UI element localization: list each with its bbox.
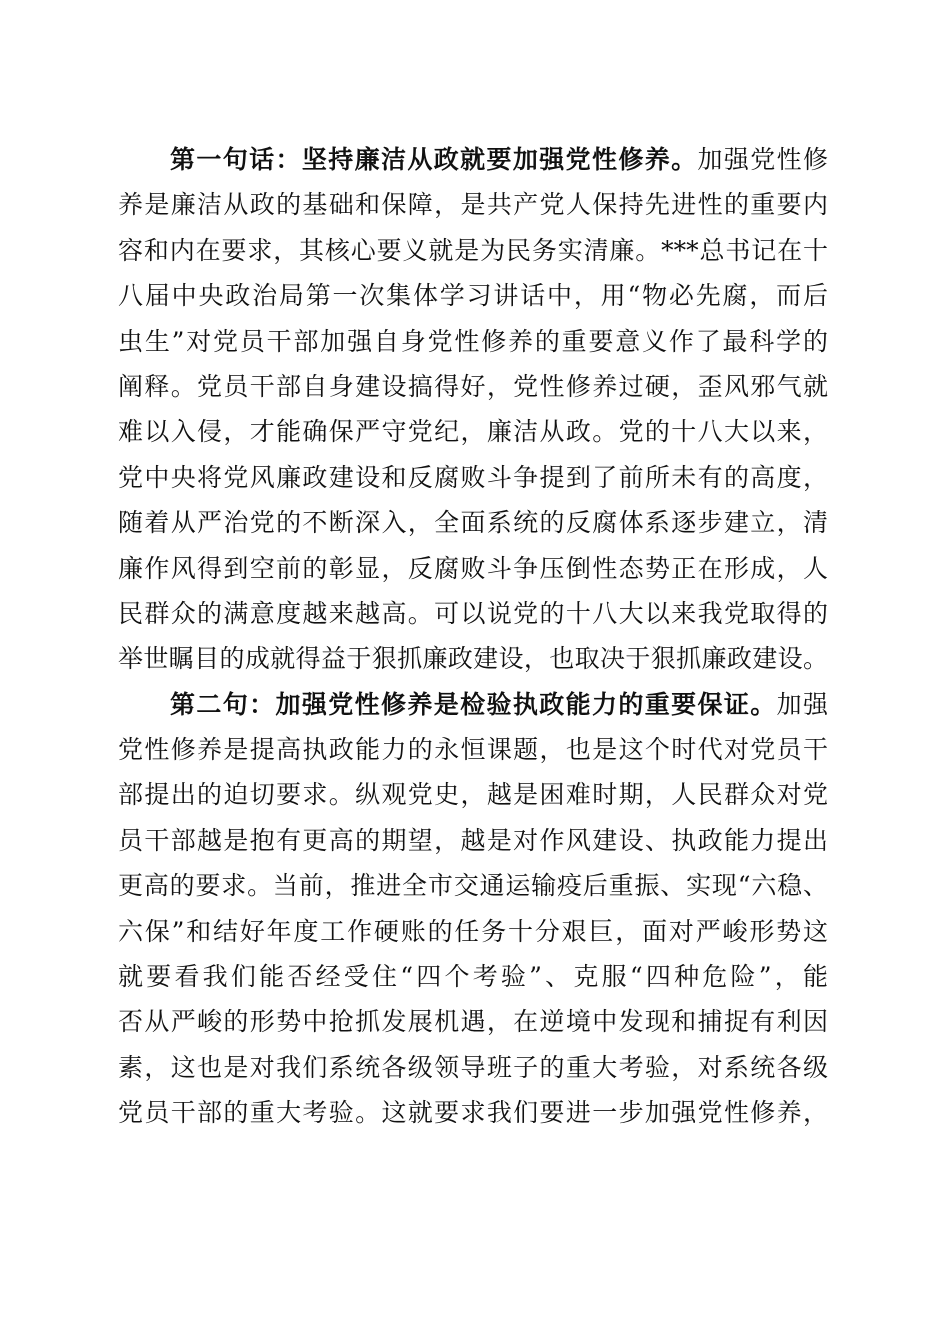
- paragraph-2: [118, 682, 828, 1136]
- text-line: 容和内在要求，其核心要义就是为民务实清廉。***总书记在十: [118, 235, 828, 265]
- text-line: 党中央将党风廉政建设和反腐败斗争提到了前所未有的高度，: [118, 462, 828, 492]
- text-line: 难以入侵，才能确保严守党纪，廉洁从政。党的十八大以来，: [118, 417, 828, 447]
- text-line: 廉作风得到空前的彰显，反腐败斗争压倒性态势正在形成，人: [118, 553, 828, 583]
- paragraph-heading: 第二句：加强党性修养是检验执政能力的重要保证。: [170, 689, 777, 719]
- text-line: 举世瞩目的成就得益于狠抓廉政建设，也取决于狠抓廉政建设。: [118, 644, 828, 674]
- paragraph-first-line: [118, 137, 828, 182]
- text-line: 六保”和结好年度工作硬账的任务十分艰巨，面对严峻形势这: [118, 916, 828, 946]
- paragraph-heading: 第一句话：坚持廉洁从政就要加强党性修养。: [170, 145, 698, 174]
- text-line: 否从严峻的形势中抢抓发展机遇，在逆境中发现和捕捉有利因: [118, 1007, 828, 1037]
- text-line: 八届中央政治局第一次集体学习讲话中，用“物必先腐，而后: [118, 281, 828, 311]
- text-line: 虫生”对党员干部加强自身党性修养的重要意义作了最科学的: [118, 326, 828, 356]
- text-line: 民群众的满意度越来越高。可以说党的十八大以来我党取得的: [118, 598, 828, 628]
- text-line: 员干部越是抱有更高的期望，越是对作风建设、执政能力提出: [118, 825, 828, 855]
- paragraph-text: 加强党性修: [697, 145, 828, 174]
- text-line: 养是廉洁从政的基础和保障，是共产党人保持先进性的重要内: [118, 190, 828, 220]
- paragraph-text: 加强: [776, 689, 828, 719]
- text-line: 素，这也是对我们系统各级领导班子的重大考验，对系统各级: [118, 1052, 828, 1082]
- text-line: 党员干部的重大考验。这就要求我们要进一步加强党性修养，: [118, 1098, 828, 1128]
- text-line: 党性修养是提高执政能力的永恒课题，也是这个时代对党员干: [118, 735, 828, 765]
- paragraph-first-line: [118, 682, 828, 727]
- text-line: 阐释。党员干部自身建设搞得好，党性修养过硬，歪风邪气就: [118, 371, 828, 401]
- text-line: 随着从严治党的不断深入，全面系统的反腐体系逐步建立，清: [118, 508, 828, 538]
- text-line: 更高的要求。当前，推进全市交通运输疫后重振、实现“六稳、: [118, 871, 828, 901]
- body-text: [118, 137, 828, 1136]
- text-line: 就要看我们能否经受住“四个考验”、克服“四种危险”，能: [118, 962, 828, 992]
- text-line: 部提出的迫切要求。纵观党史，越是困难时期，人民群众对党: [118, 780, 828, 810]
- paragraph-1: [118, 137, 828, 682]
